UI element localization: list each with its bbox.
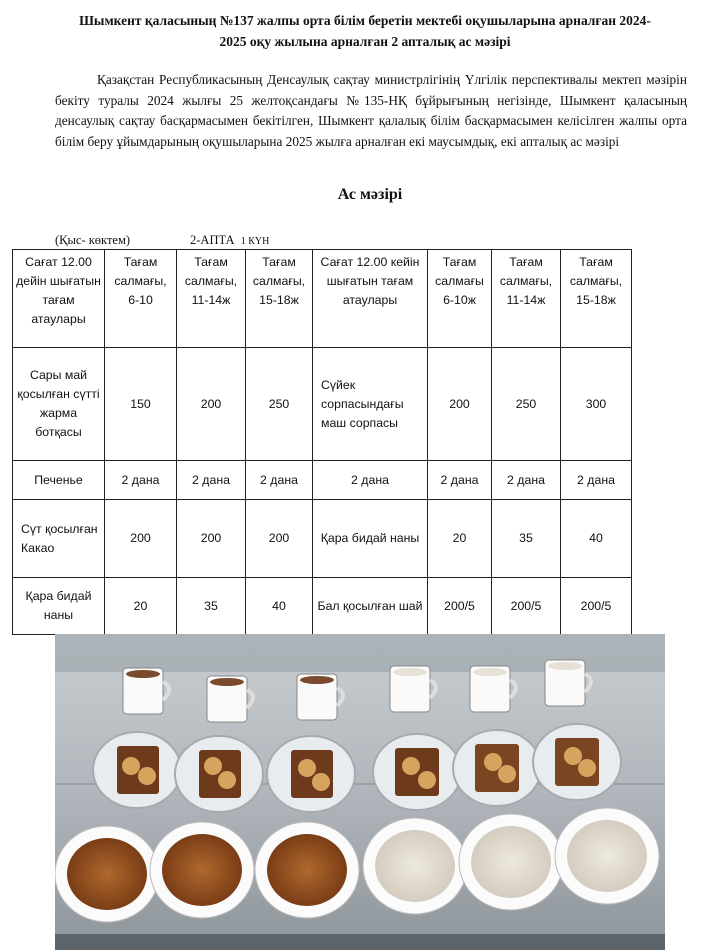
table-cell: Қара бидай наны bbox=[13, 578, 105, 635]
table-cell: 200 bbox=[105, 500, 177, 578]
menu-table bbox=[12, 249, 632, 635]
header-cell: Тағам салмағы, 11-14ж bbox=[492, 250, 561, 348]
table-row bbox=[13, 461, 632, 500]
table-cell: 2 дана bbox=[492, 461, 561, 500]
table-cell: 35 bbox=[492, 500, 561, 578]
table-cell: 2 дана bbox=[246, 461, 313, 500]
table-cell: 200 bbox=[177, 500, 246, 578]
table-cell: 200/5 bbox=[492, 578, 561, 635]
table-cell: 250 bbox=[492, 348, 561, 461]
header-cell: Тағам салмағы 6-10ж bbox=[428, 250, 492, 348]
table-cell: 300 bbox=[561, 348, 632, 461]
table-header-row bbox=[13, 250, 632, 348]
table-cell: 2 дана bbox=[313, 461, 428, 500]
table-row bbox=[13, 348, 632, 461]
title-line-1: Шымкент қаласының №137 жалпы орта білім беретін мектебі оқушыларына арналған 2024- bbox=[79, 13, 651, 28]
table-cell: 35 bbox=[177, 578, 246, 635]
table-cell: 2 дана bbox=[428, 461, 492, 500]
table-cell: Сүйек сорпасындағы маш сорпасы bbox=[313, 348, 428, 461]
table-cell: Печенье bbox=[13, 461, 105, 500]
table-cell: 200 bbox=[177, 348, 246, 461]
table-cell: 2 дана bbox=[177, 461, 246, 500]
table-row bbox=[13, 578, 632, 635]
porridge-bowls bbox=[363, 808, 659, 914]
intro-paragraph: Қазақстан Республикасының Денсаулық сақтау министрлігінің Үлгілік перспективалы мектеп мәзірін бекіту туралы 2024 жылғы 25 желтоқсандағы №135-НҚ бұйрығының негізінде, Шымкент қаласының денсаулық сақтау басқармасымен бекітілген, Шымкент қалалық білім басқармасымен келісілген жалпы орта білім беру ұйымдарының оқушыларына 2025 жылға арналған екі маусымдық, екі апталық ас мәзірі bbox=[55, 72, 687, 149]
food-photo bbox=[55, 634, 665, 950]
table-cell: Сары май қосылған сүтті жарма ботқасы bbox=[13, 348, 105, 461]
table-cell: Қара бидай наны bbox=[313, 500, 428, 578]
table-cell: 250 bbox=[246, 348, 313, 461]
table-cell: 200 bbox=[428, 348, 492, 461]
header-cell: Тағам салмағы, 15-18ж bbox=[561, 250, 632, 348]
table-cell: 2 дана bbox=[561, 461, 632, 500]
table-cell: 40 bbox=[561, 500, 632, 578]
week-day-label bbox=[190, 233, 269, 248]
cocoa-cups bbox=[123, 668, 343, 722]
season-label: (Қыс- көктем) bbox=[55, 233, 131, 247]
table-row bbox=[13, 500, 632, 578]
header-cell: Сағат 12.00 дейін шығатын тағам атаулары bbox=[13, 250, 105, 348]
header-cell: Сағат 12.00 кейін шығатын тағам атаулары bbox=[313, 250, 428, 348]
day-label: 1 КҮН bbox=[240, 236, 270, 247]
document-title bbox=[40, 10, 690, 52]
table-cell: 200 bbox=[246, 500, 313, 578]
table-cell: 2 дана bbox=[105, 461, 177, 500]
header-cell: Тағам салмағы, 6-10 bbox=[105, 250, 177, 348]
table-cell: Бал қосылған шай bbox=[313, 578, 428, 635]
table-cell: 20 bbox=[428, 500, 492, 578]
table-cell: 200/5 bbox=[561, 578, 632, 635]
tea-cups bbox=[390, 660, 591, 712]
week-label: 2-АПТА bbox=[190, 233, 235, 247]
table-cell: Сүт қосылған Какао bbox=[13, 500, 105, 578]
title-line-2: 2025 оқу жылына арналған 2 апталық ас мәзірі bbox=[219, 34, 511, 49]
table-cell: 200/5 bbox=[428, 578, 492, 635]
table-cell: 40 bbox=[246, 578, 313, 635]
header-cell: Тағам салмағы, 15-18ж bbox=[246, 250, 313, 348]
soup-bowls bbox=[55, 822, 359, 922]
header-cell: Тағам салмағы, 11-14ж bbox=[177, 250, 246, 348]
menu-heading: Ас мәзірі bbox=[337, 186, 403, 203]
table-cell: 150 bbox=[105, 348, 177, 461]
table-cell: 20 bbox=[105, 578, 177, 635]
